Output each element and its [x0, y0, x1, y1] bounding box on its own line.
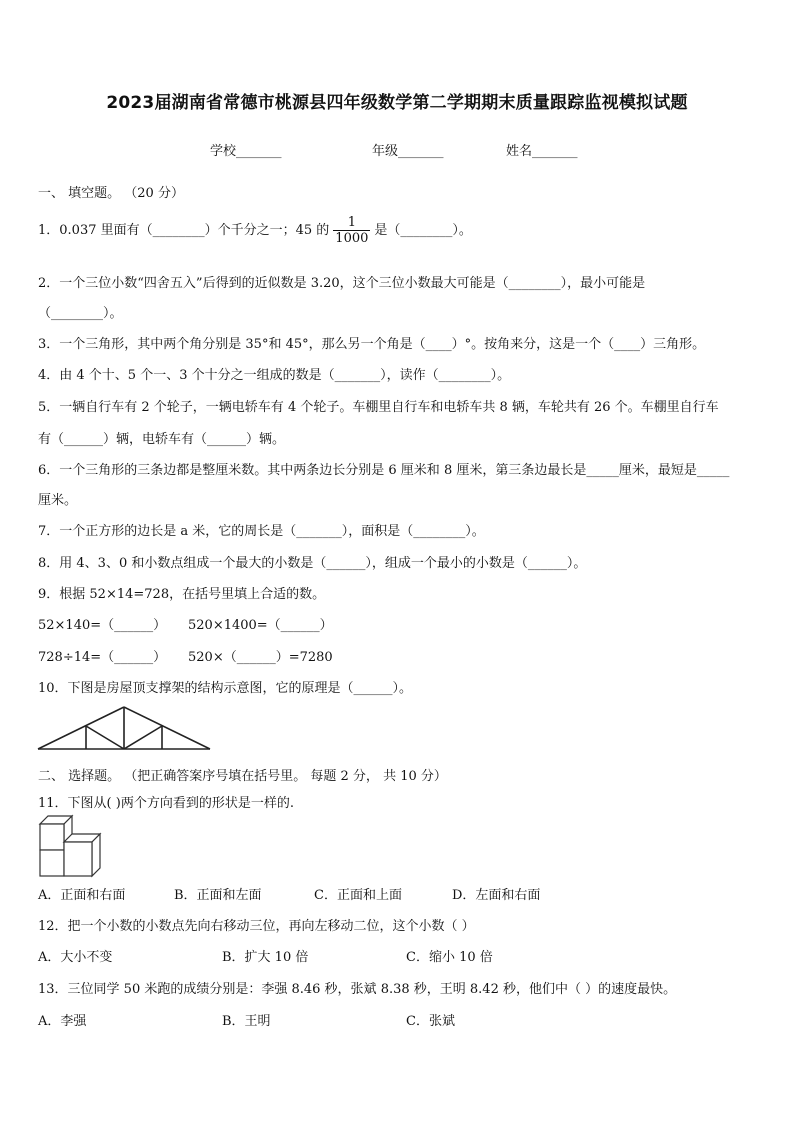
question-7: 7．一个正方形的边长是 a 米，它的周长是（_______），面积是（________）。: [38, 524, 485, 539]
q11-option-c: C．正面和上面: [314, 888, 402, 903]
question-2-line-2: （________）。: [38, 306, 123, 321]
q12-option-a: A．大小不变: [38, 950, 113, 965]
question-13-stem: 13．三位同学 50 米跑的成绩分别是：李强 8.46 秒，张斌 8.38 秒，王明 8.42 秒，他们中（ ）的速度最快。: [38, 982, 677, 997]
question-10: 10．下图是房屋顶支撑架的结构示意图，它的原理是（______）。: [38, 681, 413, 696]
question-3: 3．一个三角形，其中两个角分别是 35°和 45°，那么另一个角是（____）°。按角来分，这是一个（____）三角形。: [38, 337, 706, 352]
q13-option-a: A．李强: [38, 1014, 87, 1029]
cube-bottom-right-side: [92, 834, 100, 876]
question-9-item-b: 520×1400=（______）: [188, 618, 333, 633]
question-1: [38, 213, 472, 249]
question-2-line-1: 2．一个三位小数“四舍五入”后得到的近似数是 3.20，这个三位小数最大可能是（________），最小可能是: [38, 276, 646, 291]
question-6-line-2: 厘米。: [38, 493, 78, 508]
name-field: 姓名_______: [506, 144, 578, 159]
q1-fraction-denominator: 1000: [335, 231, 369, 246]
q12-option-c: C．缩小 10 倍: [406, 950, 493, 965]
cube-bottom-right-front: [64, 842, 92, 876]
q1-fraction: [333, 215, 370, 246]
q1-text-part1: 1．0.037 里面有（________）个千分之一；45 的: [38, 223, 330, 238]
q11-option-a: A．正面和右面: [38, 888, 126, 903]
q11-option-b: B．正面和左面: [174, 888, 262, 903]
question-5-line-2: 有（______）辆，电轿车有（______）辆。: [38, 432, 286, 447]
q12-option-b: B．扩大 10 倍: [222, 950, 309, 965]
question-11-stem: 11．下图从( )两个方向看到的形状是一样的.: [38, 796, 294, 811]
question-6-line-1: 6．一个三角形的三条边都是整厘米数。其中两条边长分别是 6 厘米和 8 厘米，第三条边最长是_____厘米，最短是_____: [38, 463, 730, 478]
question-8: 8．用 4、3、0 和小数点组成一个最大的小数是（______），组成一个最小的小数是（______）。: [38, 556, 587, 571]
truss-left-diagonal: [86, 726, 124, 749]
q11-option-d: D．左面和右面: [452, 888, 541, 903]
cube-stack-figure: [36, 812, 108, 878]
cube-top-front: [40, 824, 64, 850]
cube-bottom-left-front: [40, 850, 64, 876]
q13-option-b: B．王明: [222, 1014, 271, 1029]
section-1-heading: 一、 填空题。 （20 分）: [38, 186, 184, 201]
grade-field: 年级_______: [372, 144, 444, 159]
truss-left-rafter: [38, 707, 124, 749]
truss-right-rafter: [124, 707, 210, 749]
page-title: 2023届湖南省常德市桃源县四年级数学第二学期期末质量跟踪监视模拟试题: [106, 93, 688, 113]
question-4: 4．由 4 个十、5 个一、3 个十分之一组成的数是（_______），读作（________）。: [38, 368, 511, 383]
question-9-stem: 9．根据 52×14=728，在括号里填上合适的数。: [38, 587, 326, 602]
roof-truss-diagram: [36, 704, 212, 752]
question-9-item-c: 728÷14=（______）: [38, 650, 167, 665]
q13-option-c: C．张斌: [406, 1014, 455, 1029]
question-12-stem: 12．把一个小数的小数点先向右移动三位，再向左移动二位，这个小数（ ）: [38, 919, 475, 934]
section-2-heading: 二、 选择题。 （把正确答案序号填在括号里。 每题 2 分， 共 10 分）: [38, 769, 447, 784]
question-5-line-1: 5．一辆自行车有 2 个轮子，一辆电轿车有 4 个轮子。车棚里自行车和电轿车共 8 辆，车轮共有 26 个。车棚里自行车: [38, 400, 719, 415]
school-field: 学校_______: [210, 144, 282, 159]
question-9-item-a: 52×140=（______）: [38, 618, 167, 633]
truss-right-diagonal: [124, 726, 162, 749]
q1-text-part2: 是（________）。: [374, 223, 472, 238]
q1-fraction-numerator: 1: [333, 215, 370, 231]
question-9-item-d: 520×（______）=7280: [188, 650, 333, 665]
